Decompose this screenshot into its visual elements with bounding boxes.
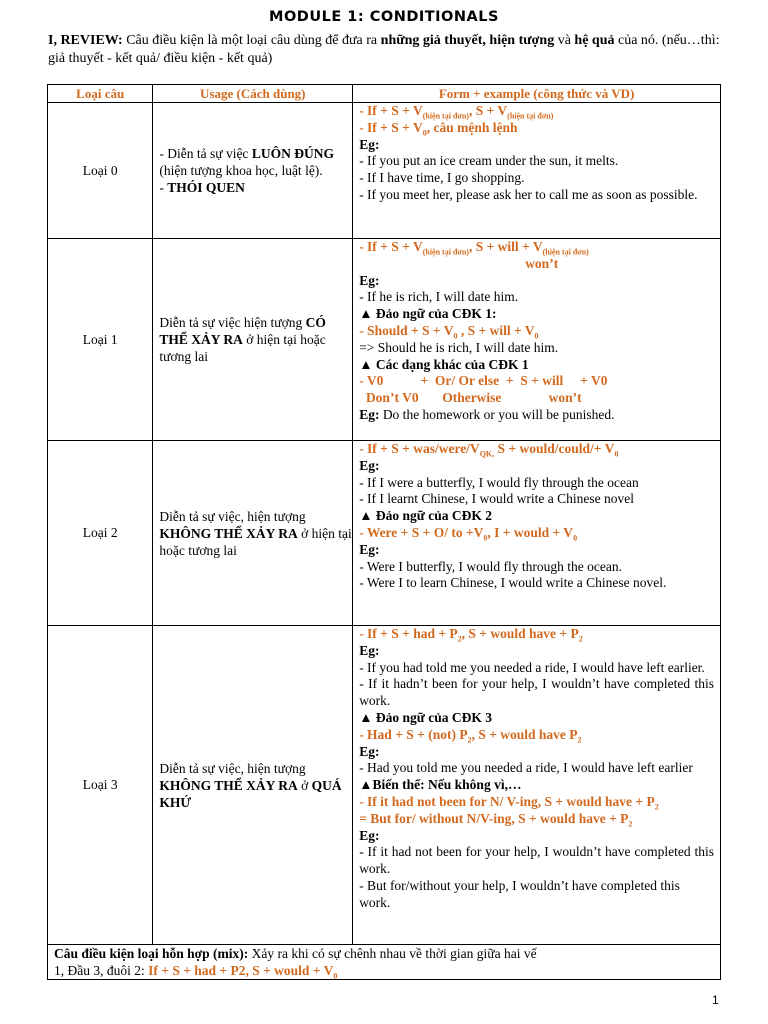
review-paragraph [48, 32, 724, 68]
form-cell: - $If + S + V_{(hiện tại đơn)}$, S + will + $V_{(hiện tại đơn)}$ won’t Eg: - If he is rich, I will date him. ▲ Đảo ngữ của CĐK 1: - Should + $S + V_0$ , S + will + $V_0$ => Should he is rich, I will date him. ▲ Các dạng khác của CĐK 1 - V0 + Or/ Or else + S + will + V0 Don’t V0 Otherwise won’t Eg: Do the homework or you will be punished. [353, 239, 721, 441]
type-cell: Loại 0 [48, 103, 153, 239]
review-text: của nó. (nếu…thì: giả thuyết - kết quả/ điều kiện - kết quả) [48, 33, 720, 66]
review-bold: hệ quả [574, 33, 615, 48]
type-cell: Loại 3 [48, 626, 153, 945]
table-row-mixed [48, 945, 721, 980]
review-label: I, REVIEW: [48, 33, 123, 48]
type-cell: Loại 2 [48, 441, 153, 626]
table-row [48, 103, 721, 239]
table-row [48, 239, 721, 441]
header-usage: Usage (Cách dùng) [153, 85, 353, 103]
review-text: Câu điều kiện là một loại câu dùng để đưa ra [122, 33, 381, 48]
header-form: Form + example (công thức và VD) [353, 85, 721, 103]
usage-cell: Diễn tả sự việc, hiện tượng KHÔNG THỂ XẢY RA ở QUÁ KHỨ [153, 626, 353, 945]
usage-cell: Diễn tả sự việc, hiện tượng KHÔNG THỂ XẢY RA ở hiện tại hoặc tương lai [153, 441, 353, 626]
usage-cell: - Diễn tả sự việc LUÔN ĐÚNG (hiện tượng khoa học, luật lệ). - THÓI QUEN [153, 103, 353, 239]
table-header-row [48, 85, 721, 103]
header-type: Loại câu [48, 85, 153, 103]
review-text: và [554, 33, 575, 48]
table-row [48, 441, 721, 626]
form-cell: - $If + S + V_{(hiện tại đơn)}$, $S + V_{(hiện tại đơn)}$ - $If + S + V_0$, câu mệnh lệnh Eg: - If you put an ice cream under the sun, it melts. - If I have time, I go shopping. - If you meet her, please ask her to call me as soon as possible. [353, 103, 721, 239]
page-number: 1 [712, 993, 719, 1007]
conditionals-table [47, 84, 721, 980]
page-title: MODULE 1: CONDITIONALS [269, 9, 499, 25]
type-cell: Loại 1 [48, 239, 153, 441]
mixed-conditional-cell: Câu điều kiện loại hỗn hợp (mix): Xảy ra khi có sự chênh nhau về thời gian giữa hai vế 1, Đầu 3, đuôi 2: If + S + had + P2, S + would + $V_0$ [48, 945, 721, 980]
table-row [48, 626, 721, 945]
form-cell: - If + S + had + $P_2$, S + would have + $P_2$ Eg: - If you had told me you needed a ride, I would have left earlier. - If it hadn’t been for your help, I wouldn’t have completed this work. ▲ Đảo ngữ của CĐK 3 - Had + S + (not) $P_2$, S + would have $P_2$ Eg: - Had you told me you needed a ride, I would have left earlier ▲Biến thể: Nếu không vì,… - If it had not been for N/ V-ing, S + would have + $P_2$ = But for/ without N/V-ing, S + would have + $P_2$ Eg: - If it had not been for your help, I wouldn’t have completed this work. - But for/without your help, I wouldn’t have completed this work. [353, 626, 721, 945]
form-cell: - If + S + was/$were/V_{QK,}$ S + would/could/+ $V_0$ Eg: - If I were a butterfly, I would fly through the ocean - If I learnt Chinese, I would write a Chinese novel ▲ Đảo ngữ của CĐK 2 - Were + S + O/ to $+V_0$, I + would + $V_0$ Eg: - Were I butterfly, I would fly through the ocean. - Were I to learn Chinese, I would write a Chinese novel. [353, 441, 721, 626]
review-bold: những giả thuyết, hiện tượng [380, 33, 555, 48]
usage-cell: Diễn tả sự việc hiện tượng CÓ THỂ XẢY RA ở hiện tại hoặc tương lai [153, 239, 353, 441]
